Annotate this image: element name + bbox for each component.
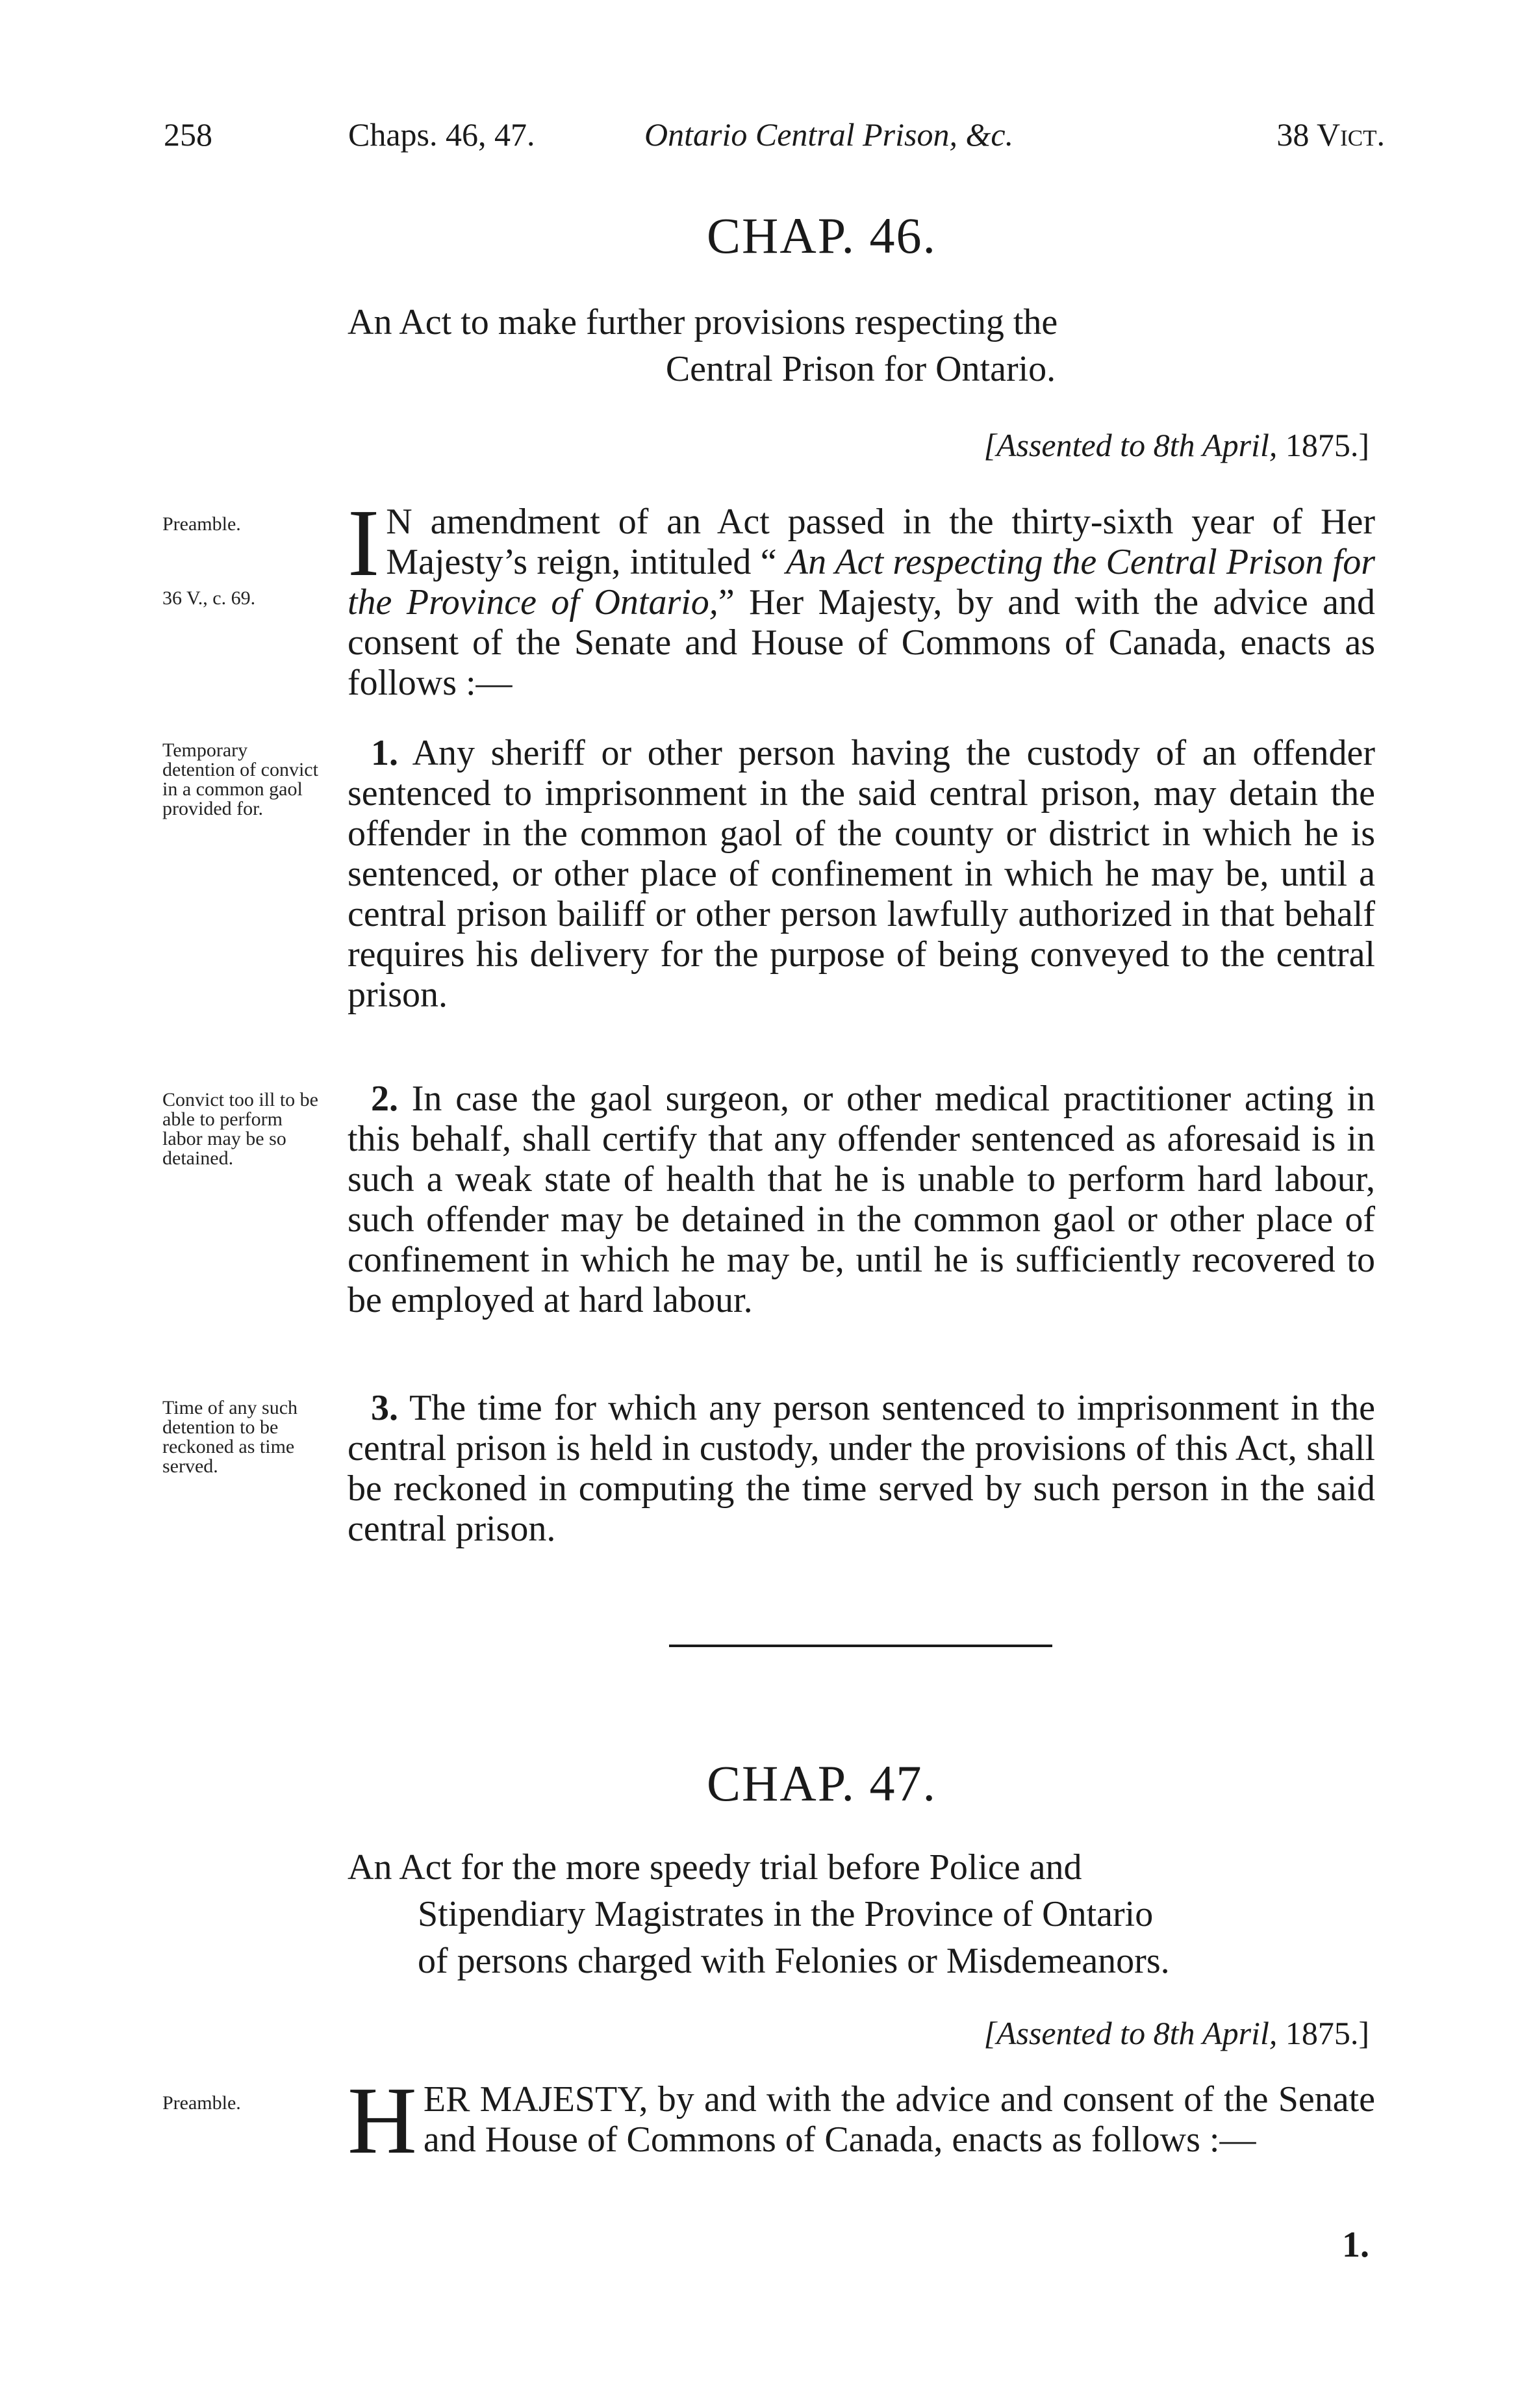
marginal-note-section-1: Temporary detention of convict in a common gaol provided for. xyxy=(162,739,318,819)
running-head-regnal-year: 38 Vict. xyxy=(1276,116,1385,153)
chapter-47-title-line: of persons charged with Felonies or Misdemeanors. xyxy=(418,1941,1170,1981)
chapter-47-title xyxy=(348,1844,1374,1984)
chapter-46-title-line: Central Prison for Ontario. xyxy=(665,349,1056,389)
cited-act-name: An Act respecting the Central Prison for the Province of Ontario, xyxy=(348,542,1375,622)
chapter-46-title-line: An Act to make further provisions respecting the xyxy=(348,302,1058,342)
assent-year: 1875.] xyxy=(1285,427,1369,463)
preamble-text: ” Her Majesty, by and with the advice and consent of the Senate and House of Commons of Canada, enacts as follows :— xyxy=(348,582,1376,703)
marginal-note-section-3: Time of any such detention to be reckoned as time served. xyxy=(162,1397,298,1477)
section-2 xyxy=(348,1079,1375,1320)
chapter-47-assent-date xyxy=(983,2014,1369,2052)
preamble-text: ER MAJESTY, by and with the advice and consent of the Senate and House of Commons of Canada, enacts as follows :— xyxy=(423,2079,1375,2160)
section-number: 2. xyxy=(371,1079,398,1119)
assent-text: [Assented to 8th April, xyxy=(983,2015,1286,2051)
section-text: Any sheriff or other person having the custody of an offender sentenced to imprisonment in the said central prison, may detain the offender in the common gaol of the county or district in which he is sentenced, or other place of confinement in which he may be, until a central prison bailiff or other person lawfully authorized in that behalf requires his delivery for the purpose of being conveyed to the central prison. xyxy=(348,733,1375,1015)
chapter-47-title-line: An Act for the more speedy trial before Police and xyxy=(348,1847,1082,1888)
running-head-title: Ontario Central Prison, &c. xyxy=(644,116,1014,153)
marginal-note-section-2: Convict too ill to be able to perform labor may be so detained. xyxy=(162,1089,318,1169)
chapter-46-title xyxy=(348,299,1374,392)
chapter-47-preamble xyxy=(348,2068,1375,2174)
section-1 xyxy=(348,733,1375,1015)
catchword: 1. xyxy=(1342,2225,1369,2265)
chapter-46-assent-date xyxy=(983,426,1369,464)
drop-cap: I xyxy=(348,490,380,596)
section-number: 1. xyxy=(371,733,398,773)
assent-year: 1875.] xyxy=(1285,2015,1369,2051)
assent-text: [Assented to 8th April, xyxy=(983,427,1286,463)
running-head xyxy=(164,116,1385,161)
chapter-47-heading: CHAP. 47. xyxy=(707,1755,937,1812)
page-number: 258 xyxy=(164,116,212,153)
drop-cap: H xyxy=(348,2068,417,2174)
section-3 xyxy=(348,1388,1375,1549)
preamble-text: N amendment of an Act passed in the thirty-sixth year of Her Majesty’s reign, intituled “ xyxy=(386,502,1375,582)
marginal-note-preamble: Preamble. xyxy=(162,513,241,535)
running-head-chapters: Chaps. 46, 47. xyxy=(348,116,535,153)
chapter-46-heading: CHAP. 46. xyxy=(707,207,937,264)
marginal-note-citation: 36 V., c. 69. xyxy=(162,587,256,609)
marginal-note-preamble: Preamble. xyxy=(162,2092,241,2114)
section-text: In case the gaol surgeon, or other medical practitioner acting in this behalf, shall certify that any offender sentenced as aforesaid is in such a weak state of health that he is unable to perform hard labour, such offender may be detained in the common gaol or other place of confinement in which he may be, until he is sufficiently recovered to be employed at hard labour. xyxy=(348,1079,1376,1320)
chapter-46-preamble xyxy=(348,490,1376,703)
section-divider xyxy=(669,1645,1052,1647)
section-number: 3. xyxy=(371,1388,398,1428)
chapter-47-title-line: Stipendiary Magistrates in the Province of Ontario xyxy=(418,1894,1154,1934)
section-text: The time for which any person sentenced to imprisonment in the central prison is held in custody, under the provisions of this Act, shall be reckoned in computing the time served by such person in the said central prison. xyxy=(348,1388,1375,1549)
